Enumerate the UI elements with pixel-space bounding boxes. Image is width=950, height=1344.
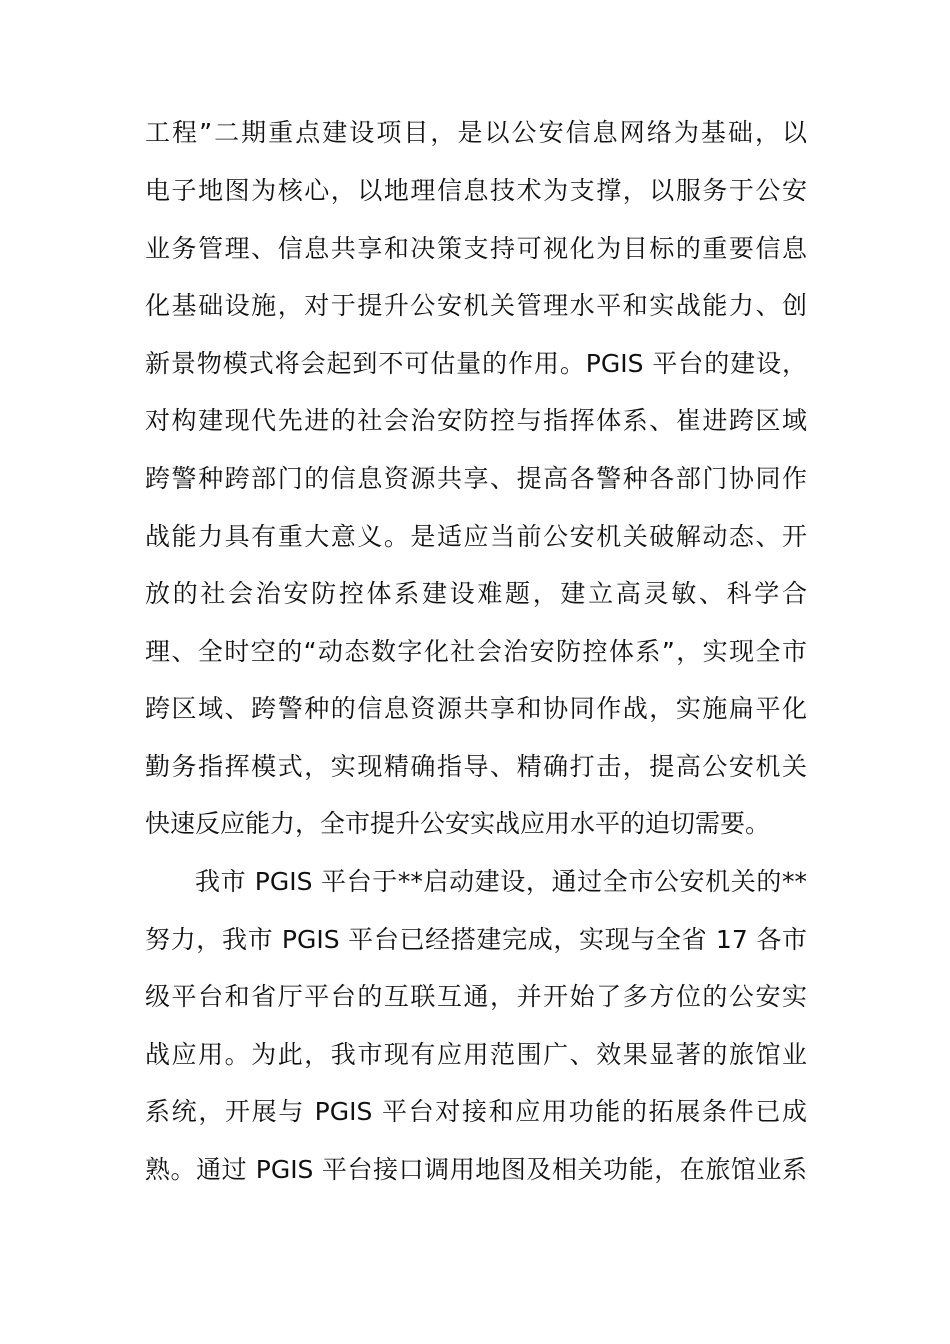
paragraph-line: 努力，我市 PGIS 平台已经搭建完成，实现与全省 17 各市 <box>145 925 807 954</box>
paragraph-line: 新景物模式将会起到不可估量的作用。PGIS 平台的建设， <box>145 349 807 378</box>
paragraph-line: 对构建现代先进的社会治安防控与指挥体系、崔进跨区域 <box>145 406 807 435</box>
paragraph-line: 业务管理、信息共享和决策支持可视化为目标的重要信息 <box>145 234 807 263</box>
paragraph-line: 放的社会治安防控体系建设难题，建立高灵敏、科学合 <box>145 579 807 608</box>
paragraph-line: 勤务指挥模式，实现精确指导、精确打击，提高公安机关 <box>145 752 807 781</box>
paragraph-line: 战能力具有重大意义。是适应当前公安机关破解动态、开 <box>145 522 807 551</box>
paragraph-line: 跨区域、跨警种的信息资源共享和协同作战，实施扁平化 <box>145 694 807 723</box>
paragraph-line: 战应用。为此，我市现有应用范围广、效果显著的旅馆业 <box>145 1040 807 1069</box>
paragraph-line: 工程”二期重点建设项目，是以公安信息网络为基础，以 <box>145 118 807 147</box>
paragraph-line: 化基础设施，对于提升公安机关管理水平和实战能力、创 <box>145 291 807 320</box>
paragraph-line: 跨警种跨部门的信息资源共享、提高各警种各部门协同作 <box>145 464 807 493</box>
paragraph-line: 快速反应能力，全市提升公安实战应用水平的迫切需要。 <box>145 809 771 838</box>
paragraph-line: 理、全时空的“动态数字化社会治安防控体系”，实现全市 <box>145 637 807 666</box>
paragraph-line: 电子地图为核心，以地理信息技术为支撑，以服务于公安 <box>145 176 807 205</box>
paragraph-line: 熟。通过 PGIS 平台接口调用地图及相关功能，在旅馆业系 <box>145 1155 807 1184</box>
paragraph-line: 我市 PGIS 平台于**启动建设，通过全市公安机关的** <box>195 867 807 896</box>
paragraph-line: 级平台和省厅平台的互联互通，并开始了多方位的公安实 <box>145 982 807 1011</box>
paragraph-line: 系统，开展与 PGIS 平台对接和应用功能的拓展条件已成 <box>145 1097 807 1126</box>
